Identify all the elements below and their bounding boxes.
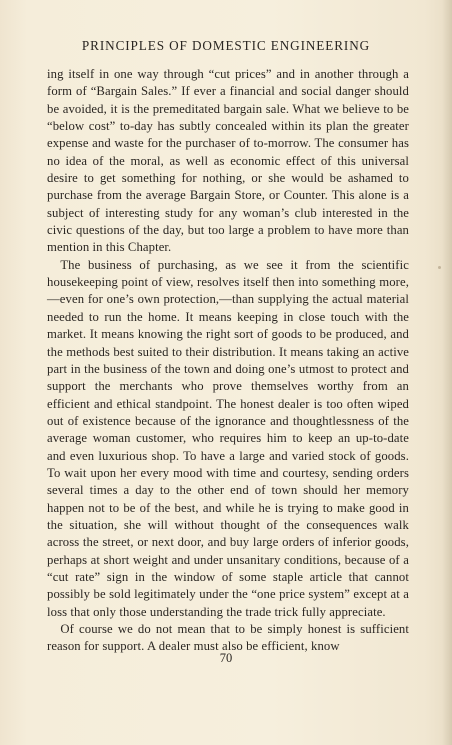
paragraph-purchasing: The business of purchasing, as we see it from the scientific housekeeping point of view, resolves itself then into something more,—even for one’s own protection,—than supplying the actual material needed to run the home. It means keeping in close touch with the market. It means knowing the right sort of goods to be produced, and the methods best suited to their distribution. It means taking an active part in the business of the town and doing one’s utmost to protect and support the merchants who prove themselves worthy from an efficient and ethical standpoint. The honest dealer is too often wiped out of existence because of the ignorance and thoughtlessness of the average woman customer, who requires him to keep an up-to-date and even luxurious shop. To have a large and varied stock of goods. To wait upon her every mood with time and courtesy, sending orders several times a day to the other end of town should her memory happen not to be of the best, and while he is trying to make good in the situation, she will without thought of the consequences walk across the street, or next door, and buy large orders of inferior goods, perhaps at short weight and under unsanitary conditions, because of a “cut rate” sign in the window of some staple article that cannot possibly be sold legitimately under the “one price system” except at a loss that only those understanding the trade trick fully appreciate. (47, 257, 409, 619)
page-number: 70 (219, 651, 233, 665)
paragraph-efficiency: Of course we do not mean that to be simply honest is sufficient reason for support. A dealer must also be efficient, know (47, 622, 409, 654)
page-edge-shadow (442, 0, 452, 745)
paragraph-continued: ing itself in one way through “cut prices” and in another through a form of “Bargain Sales.” If ever a financial and social danger should be avoided, it is the premeditated bargain sale. What we believe to be “below cost” to-day has subtly concealed within its plan the greater expense and waste for the purchaser of to-morrow. The consumer has no idea of the moral, as well as economic effect of this universal desire to get something for nothing, or she would be ashamed to purchase from the average Bargain Store, or Counter. This alone is a subject of interesting study for any woman’s club interested in the civic questions of the day, but too large a problem to have more than mention in this Chapter. (47, 67, 409, 255)
body-text (47, 66, 409, 656)
running-head: PRINCIPLES OF DOMESTIC ENGINEERING (81, 38, 371, 53)
paper-speck (438, 266, 441, 269)
